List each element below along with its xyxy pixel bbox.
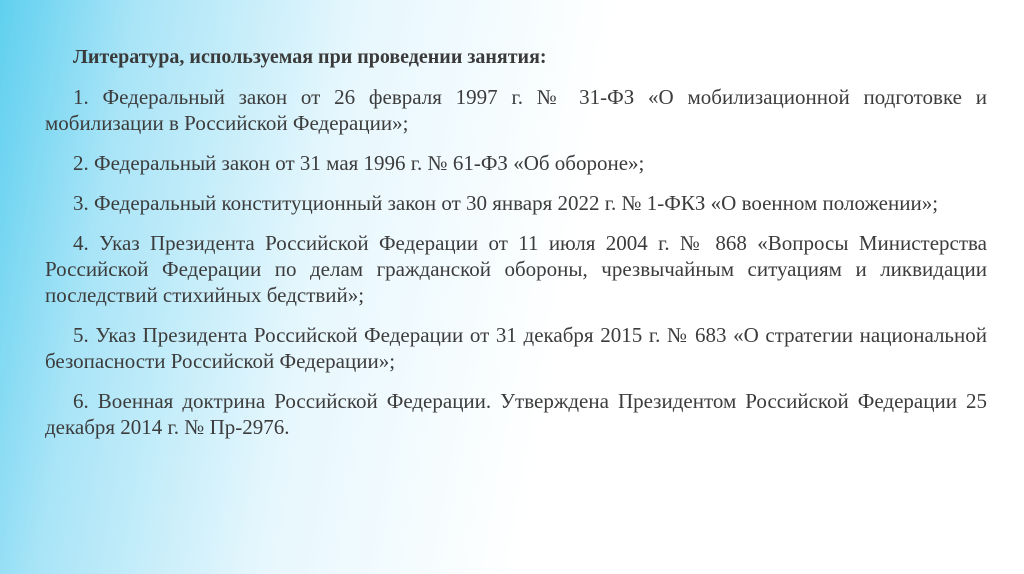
literature-item-6: 6. Военная доктрина Российской Федерации. Утверждена Президентом Российской Федерации 25 декабря 2014 г. № Пр-2976.: [45, 389, 987, 439]
literature-item-2: 2. Федеральный закон от 31 мая 1996 г. № 61-ФЗ «Об обороне»;: [73, 151, 645, 175]
literature-item-5: 5. Указ Президента Российской Федерации от 31 декабря 2015 г. № 683 «О стратегии национальной безопасности Российской Федерации»;: [45, 323, 987, 373]
literature-item-4: 4. Указ Президента Российской Федерации от 11 июля 2004 г. № 868 «Вопросы Министерства Российской Федерации по делам гражданской обороны, чрезвычайным ситуациям и ликвидации последствий стихийных бедствий»;: [45, 231, 987, 307]
slide-heading: Литература, используемая при проведении занятия:: [73, 46, 547, 68]
literature-item-1: 1. Федеральный закон от 26 февраля 1997 г. № 31-ФЗ «О мобилизационной подготовке и мобилизации в Российской Федерации»;: [45, 85, 987, 135]
slide-content: [45, 44, 987, 440]
literature-item-3: 3. Федеральный конституционный закон от 30 января 2022 г. № 1-ФКЗ «О военном положении»;: [73, 191, 939, 215]
